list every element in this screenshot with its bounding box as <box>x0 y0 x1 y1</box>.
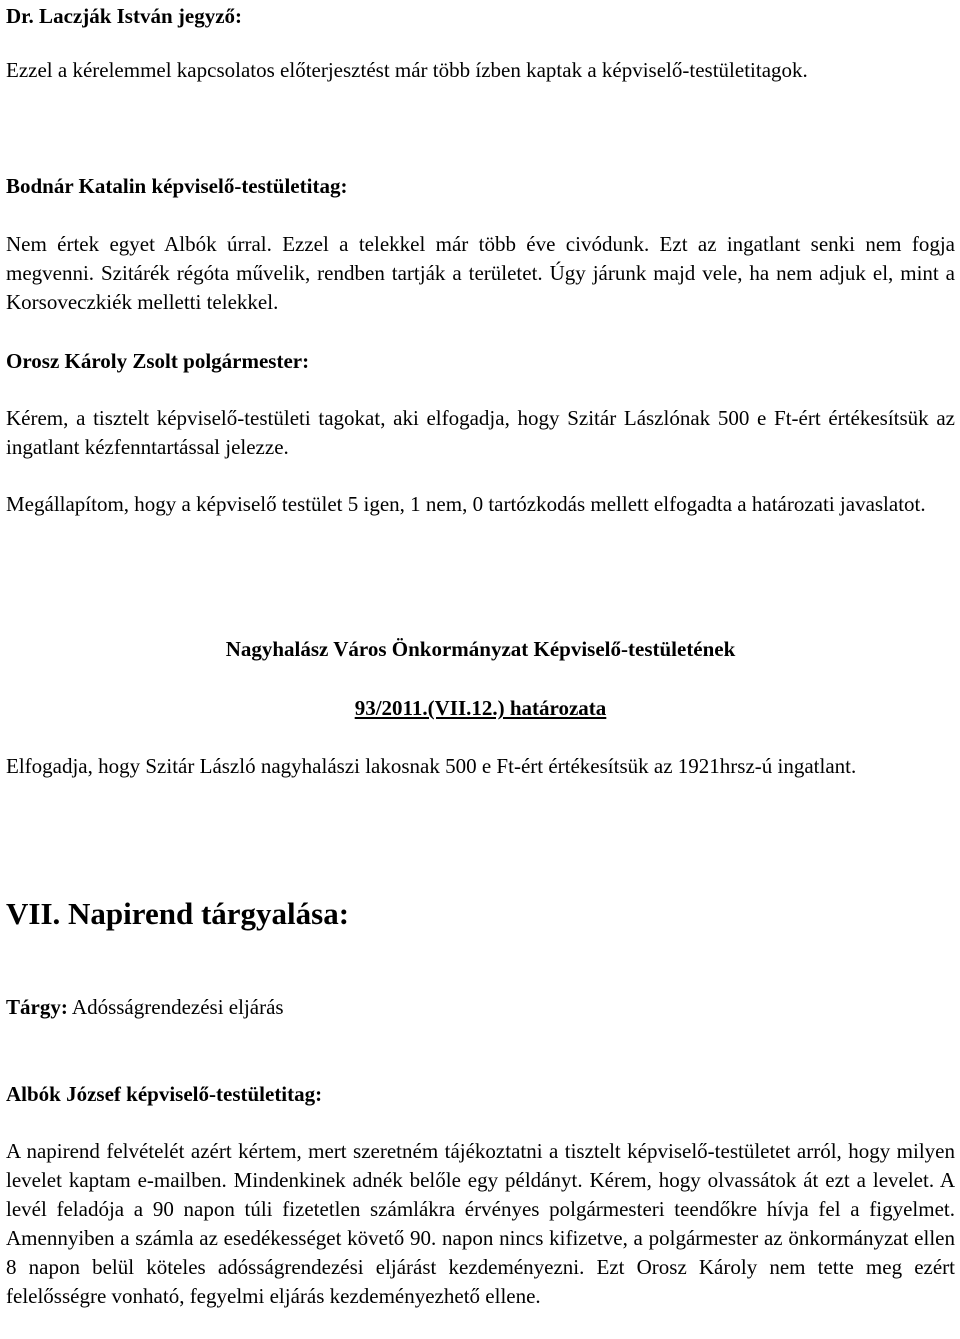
subject-value: Adósságrendezési eljárás <box>67 995 284 1019</box>
speech-text-2 <box>6 230 955 317</box>
speech-text-4 <box>6 1137 955 1311</box>
paragraph: Kérem, a tisztelt képviselő-testületi tagokat, aki elfogadja, hogy Szitár Lászlónak 500 e Ft-ért értékesítsük az ingatlant kézfenntartással jelezze. <box>6 406 955 459</box>
agenda-heading-block <box>6 896 955 932</box>
resolution-text-block <box>6 752 955 781</box>
subject-line <box>6 993 955 1022</box>
speaker-block-1 <box>6 2 955 31</box>
resolution-body <box>6 635 955 664</box>
resolution-text: Elfogadja, hogy Szitár László nagyhalászi lakosnak 500 e Ft-ért értékesítsük az 1921hrsz-ú ingatlant. <box>6 754 857 778</box>
resolution-issuer: Nagyhalász Város Önkormányzat Képviselő-testületének <box>225 637 736 661</box>
resolution-number-block <box>6 694 955 723</box>
paragraph: Megállapítom, hogy a képviselő testület 5 igen, 1 nem, 0 tartózkodás mellett elfogadta a határozati javaslatot. <box>6 492 926 516</box>
speaker-name: Albók József képviselő-testületitag: <box>6 1082 323 1106</box>
paragraph: Nem értek egyet Albók úrral. Ezzel a telekkel már több éve civódunk. Ezt az ingatlant senki nem fogja megvenni. Szitárék régóta művelik, rendben tartják a területet. Úgy járunk majd vele, ha nem adjuk el, mint a Korsoveczkiék melletti telekkel. <box>6 232 955 314</box>
speaker-block-4 <box>6 1080 955 1109</box>
speaker-name: Bodnár Katalin képviselő-testületitag: <box>6 174 348 198</box>
paragraph: A napirend felvételét azért kértem, mert szeretném tájékoztatni a tisztelt képviselő-testületet arról, hogy milyen levelet kaptam e-mailben. Mindenkinek adnék belőle egy példányt. Kérem, hogy olvassátok át ezt a levelet. A levél feladója a 90 napon túli fizetetlen számlákra érvényes polgármesteri teendőkre hívja fel a figyelmet. Amennyiben a számla az esedékességet követő 90. napon nincs kifizetve, a polgármester az önkormányzat ellen 8 napon belül köteles adósságrendezési eljárást kezdeményezni. Ezt Orosz Károly nem tette meg ezért felelősségre vonható, fegyelmi eljárás kezdeményezhető ellene. <box>6 1139 955 1308</box>
agenda-heading: VII. Napirend tárgyalása: <box>6 896 350 931</box>
speaker-name: Orosz Károly Zsolt polgármester: <box>6 349 310 373</box>
speaker-name: Dr. Laczják István jegyző: <box>6 4 243 28</box>
speech-text-3b <box>6 490 955 519</box>
speech-text-1 <box>6 56 955 85</box>
speech-text-3a <box>6 404 955 462</box>
speaker-block-2 <box>6 172 955 201</box>
speaker-block-3 <box>6 347 955 376</box>
subject-label: Tárgy: <box>6 995 68 1019</box>
paragraph: Ezzel a kérelemmel kapcsolatos előterjesztést már több ízben kaptak a képviselő-testületitagok. <box>6 58 808 82</box>
resolution-number: 93/2011.(VII.12.) határozata <box>354 696 607 720</box>
